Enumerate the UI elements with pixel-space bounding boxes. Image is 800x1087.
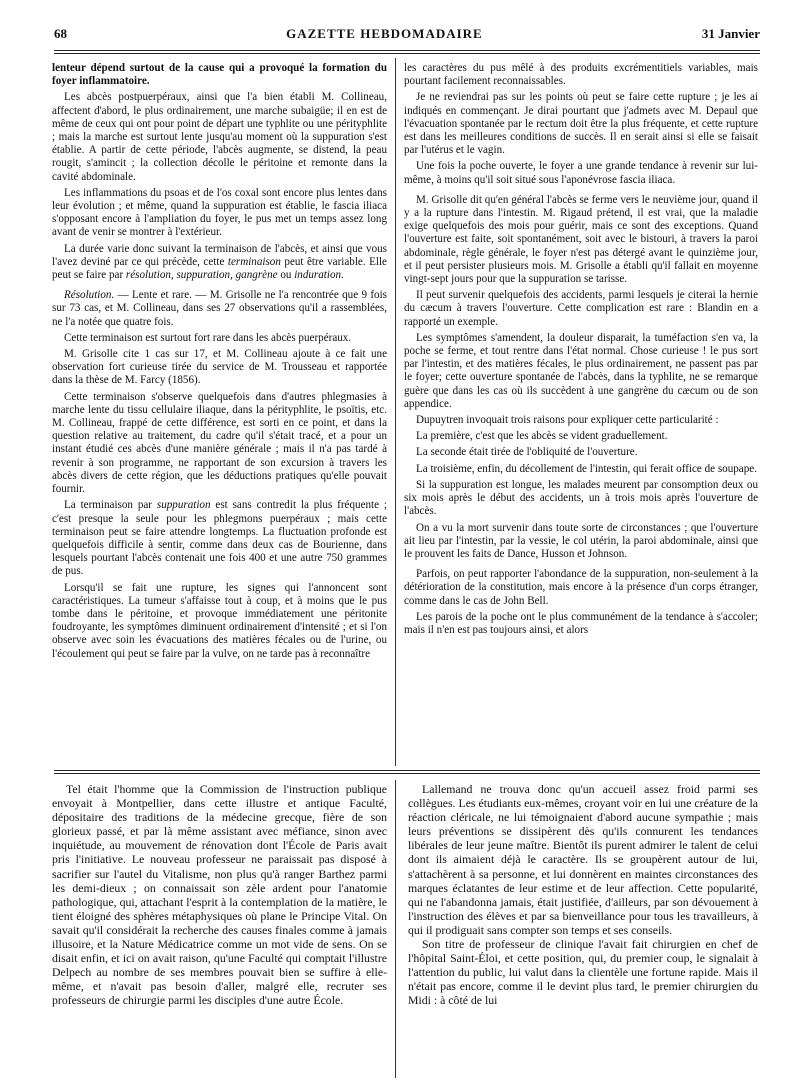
text-run: . xyxy=(341,269,344,282)
paragraph: Son titre de professeur de clinique l'avait fait chirurgien en chef de l'hôpital Saint-Éloi, et cette position, qui, du premier coup, le signalait à l'attention du public, lui valut dans la clientèle une fortune rapide. Mais il n'était pas encore, comme il le devint plus tard, le premier chirurgien du Midi : à côté de lui xyxy=(408,937,758,1008)
paragraph: Dupuytren invoquait trois raisons pour expliquer cette particularité : xyxy=(416,414,719,427)
paragraph: Il peut survenir quelquefois des accidents, parmi lesquels je citerai la hernie du cæcum à travers l'ouverture. Cette complication est rare : Blandin en a rapporté un exemple. xyxy=(404,289,758,328)
italic-run: terminaison xyxy=(227,255,281,268)
upper-left-column xyxy=(52,62,387,767)
paragraph: Les abcès postpuerpéraux, ainsi que l'a bien établi M. Collineau, affectent d'abord, le plus ordinairement, une marche subaigüe; il en est de même de ceux qui ont pour point de départ une typhlite ou une pérityphlite ; mais la marche est surtout lente jusqu'au moment où la suppuration s'est établie. A partir de cette période, l'abcès augmente, se distend, la peau rougit, s'amincit ; la collection décolle le péritoine et remonte dans la cavité abdominale. xyxy=(52,91,387,183)
paragraph: M. Grisolle dit qu'en général l'abcès se ferme vers le neuvième jour, quand il y a la rupture dans l'intestin. M. Rigaud prétend, il est vrai, que la maladie exige quelquefois des mois pour guérir, mais ce sont des exceptions. Quand l'ouverture est faite, soit spontanément, soit avec le bistouri, à travers la paroi abdominale, règle générale, le foyer n'est pas détergé avant le quinzième jour, et il peut persister plusieurs mois. M. Grisolle a établi qu'il fallait en moyenne vingt-sept jours pour que la suppuration se tarisse. xyxy=(404,193,758,286)
text-run: — Lente et rare. — M. Grisolle ne l'a rencontrée que 9 fois sur 73 cas, et M. Collineau, dans ses 27 observations qu'il a rassemblées, ne l'a notée que quatre fois. xyxy=(52,289,387,328)
paragraph: La première, c'est que les abcès se vident graduellement. xyxy=(416,430,668,443)
paragraph: Lallemand ne trouva donc qu'un accueil assez froid parmi ses collègues. Les étudiants eux-mêmes, croyant voir en lui une créature de la réaction cléricale, ne lui témoignaient d'abord aucune sympathie ; mais leurs préventions se dissipèrent dès qu'ils connurent les tendances libérales de leur jeune maître. Bientôt ils purent admirer le talent de celui dont ils aimaient déjà le caractère. Ils se groupèrent autour de lui, s'attachèrent à sa personne, et lui donnèrent en maintes circonstances des marques éclatantes de leur estime et de leur affection. Cette popularité, qui ne l'abandonna jamais, était justifiée, d'ailleurs, par son dévouement à l'instruction des élèves et par sa bienveillance pour tous les travailleurs, à qui il prodiguait sans compter son temps et ses conseils. xyxy=(408,782,758,937)
paragraph: Les symptômes s'amendent, la douleur disparait, la tuméfaction s'en va, la poche se ferme, et tout rentre dans l'état normal. Chose curieuse ! le pus sort par l'intestin, et des matières fécales, le plus ordinairement, ne passent pas par le foyer; cette ouverture spontanée de l'abcès, dans la typhlite, ne se remarque guère que dans les cas où ils succèdent à une gangrène du cæcum ou de son appendice. xyxy=(404,331,758,410)
journal-title: GAZETTE HEBDOMADAIRE xyxy=(286,26,483,41)
page-header xyxy=(54,26,760,48)
lower-left-column xyxy=(52,782,387,1080)
paragraph: Lorsqu'il se fait une rupture, les signes qui l'annoncent sont caractéristiques. La tumeur s'affaisse tout à coup, et à moins que le pus tombe dans le péritoine, et provoque immédiatement une péritonite foudroyante, les symptômes diminuent ordinairement d'intensité ; et si l'on observe avec soin les évacuations des matières fécales ou de l'urine, ou l'écoulement qui peut se faire par la vulve, on ne tarde pas à reconnaître xyxy=(52,581,387,660)
text-run: ou xyxy=(277,269,295,282)
paragraph: Les parois de la poche ont le plus communément de la tendance à s'accoler; mais il n'en est pas toujours ainsi, et alors xyxy=(404,610,758,636)
lower-right-column xyxy=(408,782,758,1080)
paragraph: Les inflammations du psoas et de l'os coxal sont encore plus lentes dans leur évolution ; et même, quand la suppuration est établie, le fascia iliaca s'opposant encore à l'ampliation du foyer, le pus met un temps assez long avant de venir se montrer à l'extérieur. xyxy=(52,186,387,239)
header-rule xyxy=(54,50,760,51)
paragraph: les caractères du pus mêlé à des produits excrémentitiels variables, mais pourtant facilement reconnaissables. xyxy=(404,62,758,88)
feuilleton-rule xyxy=(54,770,760,771)
upper-right-column xyxy=(404,62,758,767)
paragraph: Parfois, on peut rapporter l'abondance de la suppuration, non-seulement à la détérioration de la constitution, mais encore à la présence d'un corps étranger, comme dans le cas de John Bell. xyxy=(404,568,758,607)
text-run: est sans contredit la plus fréquente ; c'est presque la seule pour les phlegmons puerpéraux ; mais cette terminaison peut se faire attendre longtemps. La fluctuation profonde est quelquefois difficile à sentir, comme dans deux cas de Bourienne, dans lesquels pourtant l'abcès contenait une fois 400 et une autre 750 grammes de pus. xyxy=(52,499,387,578)
issue-date: 31 Janvier xyxy=(701,26,760,41)
italic-run: résolution, suppuration, gangrène xyxy=(125,269,278,282)
paragraph: Tel était l'homme que la Commission de l'instruction publique envoyait à Montpellier, dans cette illustre et antique Faculté, dépositaire des traditions de la médecine grecque, fière de son glorieux passé, et par là même assistant avec méfiance, sinon avec inquiétude, au mouvement de rénovation dont l'École de Paris avait pris l'initiative. Le nouveau professeur ne paraissait pas disposé à sacrifier sur l'autel du Vitalisme, non plus qu'à ranger Barthez parmi les demi-dieux ; on connaissait son zèle ardent pour l'anatomie pathologique, qui, attachant l'esprit à la contemplation de la matière, le tient éloigné des sphères métaphysiques où plane le Principe Vital. On savait qu'il considérait la recherche des causes finales comme à jamais illusoire, et la Nature Médicatrice comme un mot vide de sens. On se disait enfin, et ici on avait raison, qu'une Faculté qui comptait l'illustre Delpech au nombre de ses membres pouvait bien se suffire à elle-même, et n'avait pas besoin d'aller, malgré elle, recruter ses professeurs de chirurgie parmi les disciples d'une autre École. xyxy=(52,782,387,1008)
paragraph: Je ne reviendrai pas sur les points où peut se faire cette rupture ; je les ai indiqués en commençant. Je dirai pourtant que j'admets avec M. Depaul que l'évacuation spontanée par le rectum doit être la plus fréquente, et cette rupture est dans les meilleures conditions de succès. Il en serait ainsi si elle se faisait par l'utérus et le vagin. xyxy=(404,91,758,157)
paragraph xyxy=(52,243,387,283)
paragraph: La troisième, enfin, du décollement de l'intestin, qui ferait office de soupape. xyxy=(416,462,757,475)
paragraph: lenteur dépend surtout de la cause qui a provoqué la formation du foyer inflammatoire. xyxy=(52,62,387,88)
paragraph xyxy=(52,289,387,329)
paragraph: M. Grisolle cite 1 cas sur 17, et M. Collineau ajoute à ce fait une observation fort curieuse tirée du service de M. Trousseau et rapportée dans la thèse de M. Farcy (1856). xyxy=(52,348,387,387)
page-number: 68 xyxy=(54,26,67,41)
text-run: La terminaison par xyxy=(64,499,157,512)
column-divider-lower xyxy=(395,780,396,1078)
italic-run: induration xyxy=(294,269,342,282)
italic-run: suppuration xyxy=(156,499,211,512)
paragraph: Cette terminaison s'observe quelquefois dans d'autres phlegmasies à marche lente du tissu cellulaire iliaque, dans la pérityphlite, le psoïtis, etc. M. Collineau, frappé de cette différence, est sorti en ce point, et dans la question relative au traitement, du cadre qu'il s'était tracé, et a pour un instant étudié ces abcès d'une manière générale ; mais il n'a pas tardé à revenir à son programme, ne rapportant de son excursion à travers les abcès divers de cette région, que les déductions pratiques qu'elle pouvait fournir. xyxy=(52,390,387,496)
text-run: peut être variable. Elle peut se faire par xyxy=(52,255,387,282)
header-rule-double xyxy=(54,53,760,54)
section-heading: Résolution. xyxy=(64,289,115,302)
paragraph xyxy=(52,499,387,578)
paragraph: Si la suppuration est longue, les malades meurent par consomption deux ou six mois après le début des accidents, un à trois mois après l'ouverture de l'abcès. xyxy=(404,478,758,518)
text-run: La durée varie donc suivant la terminaison de l'abcès, et ainsi que vous l'avez deviné par ce qui précède, cette xyxy=(52,242,387,268)
column-divider-upper xyxy=(395,58,396,766)
paragraph: On a vu la mort survenir dans toute sorte de circonstances ; que l'ouverture ait lieu par l'intestin, par la vessie, le col utérin, la paroi abdominale, ainsi que le prouvent les faits de Dance, Husson et Johnson. xyxy=(404,521,758,560)
paragraph: La seconde était tirée de l'obliquité de l'ouverture. xyxy=(416,446,638,459)
paragraph: Une fois la poche ouverte, le foyer a une grande tendance à revenir sur lui-même, à moins qu'il soit situé sous l'aponévrose fascia iliaca. xyxy=(404,160,758,186)
feuilleton-rule-double xyxy=(54,773,760,774)
paragraph: Cette terminaison est surtout fort rare dans les abcès puerpéraux. xyxy=(64,331,352,344)
